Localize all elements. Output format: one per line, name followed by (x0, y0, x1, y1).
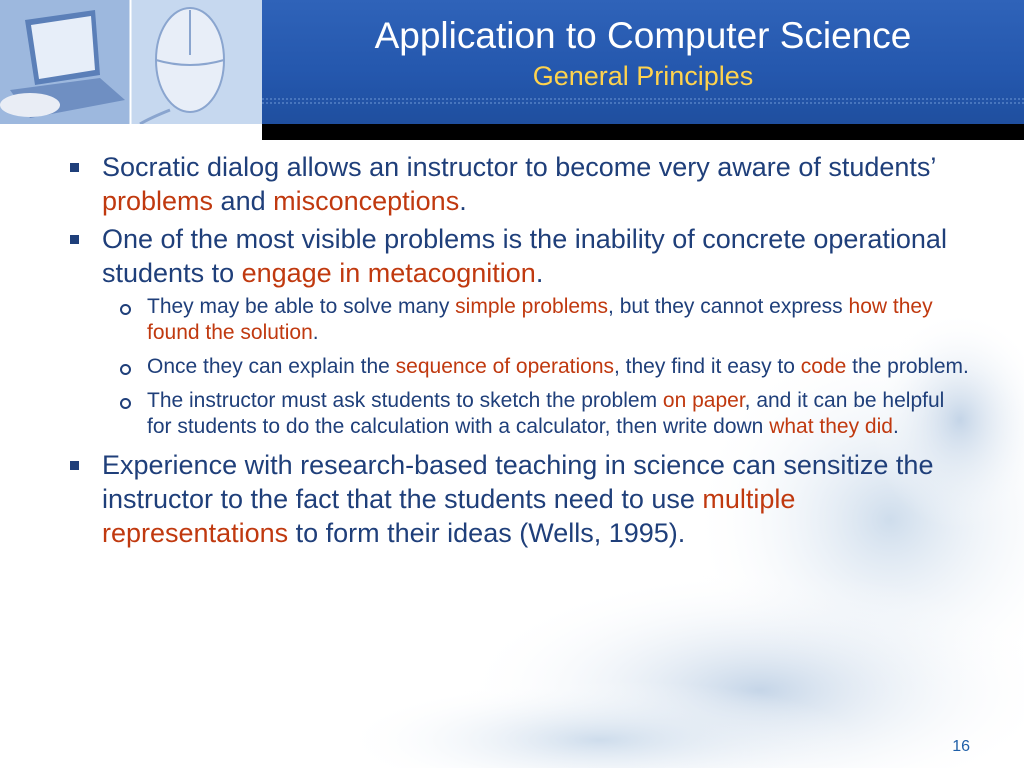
sub-bullet-text: . (892, 415, 899, 438)
square-bullet-icon (70, 163, 79, 172)
slide-title: Application to Computer Science (374, 15, 912, 56)
ring-bullet-icon (120, 304, 131, 315)
bullet-text: Experience with research-based teaching in science can sensitize the instructor to the fact that the students need to use (102, 450, 934, 514)
page-number: 16 (952, 738, 970, 755)
slide-subtitle: General Principles (532, 61, 754, 91)
sub-bullet-text: , but they cannot express (608, 295, 849, 318)
bullet-text: and (213, 186, 274, 216)
square-bullet-icon (70, 235, 79, 244)
bullet-item (70, 222, 970, 290)
highlight-text: code (800, 355, 847, 378)
highlight-text: how they found the solution (147, 295, 933, 344)
highlight-text: what they did (769, 415, 893, 438)
bullet-item (70, 150, 970, 218)
sub-bullet-text: . (312, 321, 319, 344)
highlight-text: on paper (662, 389, 745, 412)
header-dotted-line (262, 96, 1024, 106)
sub-bullet-text: , they find it easy to (614, 355, 801, 378)
slide-body (70, 150, 970, 554)
sub-bullet-text: The instructor must ask students to sketch the problem (147, 389, 663, 412)
highlight-text: misconceptions (273, 186, 460, 216)
sub-bullet-item (120, 388, 970, 440)
highlight-text: sequence of operations (395, 355, 614, 378)
header-photo (0, 0, 262, 124)
highlight-text: problems (102, 186, 214, 216)
bullet-text: Socratic dialog allows an instructor to become very aware of students’ (102, 152, 936, 182)
sub-bullet-item (120, 354, 970, 380)
highlight-text: engage in metacognition (241, 258, 536, 288)
bullet-text: One of the most visible problems is the inability of concrete operational students to (102, 224, 947, 288)
sub-bullet-item (120, 294, 970, 346)
sub-bullet-text: Once they can explain the (147, 355, 396, 378)
sub-bullet-text: , and it can be helpful for students to do the calculation with a calculator, then write down (147, 389, 945, 438)
ring-bullet-icon (120, 398, 131, 409)
bullet-text: . (459, 186, 467, 216)
square-bullet-icon (70, 461, 79, 470)
highlight-text: simple problems (455, 295, 609, 318)
highlight-text: multiple representations (102, 484, 796, 548)
header-divider (262, 124, 1024, 140)
bullet-text: to form their ideas (Wells, 1995). (288, 518, 686, 548)
sub-bullet-text: the problem. (846, 355, 969, 378)
header-photo-border (0, 124, 262, 128)
ring-bullet-icon (120, 364, 131, 375)
bullet-text: . (535, 258, 544, 288)
bullet-item (70, 448, 970, 550)
sub-bullet-text: They may be able to solve many (147, 295, 456, 318)
